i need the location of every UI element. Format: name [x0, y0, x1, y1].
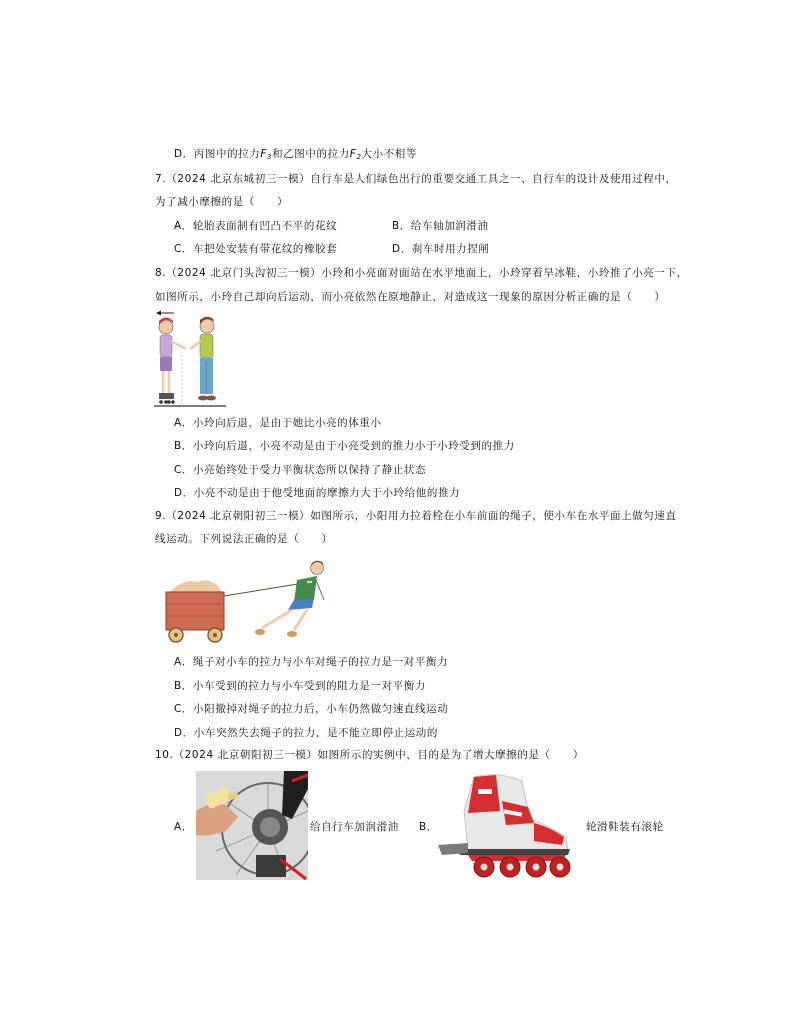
- q9-stem-line2: 线运动。下列说法正确的是（ ）: [155, 533, 333, 545]
- q6-option-d-suffix: 大小不相等: [361, 148, 417, 160]
- q6-force-f3: $F_3$: [260, 148, 273, 161]
- q10-stem-line1: 10.（2024 北京朝阳初三一模）如图所示的实例中，目的是为了增大摩擦的是（ ）: [155, 749, 584, 761]
- q10-option-a-label: A．: [174, 821, 193, 833]
- q7-stem-line1: 7.（2024 北京东城初三一模）自行车是人们绿色出行的重要交通工具之一、自行车的设计及使用过程中，: [155, 173, 677, 185]
- q6-force-f2: $F_2$: [349, 148, 362, 161]
- q9-option-d: D．小车突然失去绳子的拉力，是不能立即停止运动的: [174, 727, 438, 739]
- q9-figure-cart-pulling: [162, 556, 334, 648]
- q7-option-c: C．车把处安装有带花纹的橡胶套: [174, 243, 338, 255]
- q6-option-d-prefix: D．丙图中的拉力: [174, 148, 261, 160]
- q6-option-d-mid: 和乙图中的拉力: [272, 148, 350, 160]
- q10-option-b-text: 轮滑鞋装有滚轮: [586, 821, 664, 833]
- q9-option-c: C．小阳撤掉对绳子的拉力后，小车仍然做匀速直线运动: [174, 703, 449, 715]
- q10-option-a-text: 给自行车加润滑油: [310, 821, 399, 833]
- q8-option-c: C．小亮始终处于受力平衡状态所以保持了静止状态: [174, 464, 427, 476]
- q7-option-b: B．给车轴加润滑油: [392, 220, 489, 232]
- q8-stem-line1: 8.（2024 北京门头沟初三一模）小玲和小亮面对面站在水平地面上，小玲穿着旱冰鞋，小玲推了小亮一下，: [155, 267, 688, 279]
- q10-option-b-inline-skate-photo: [438, 771, 584, 879]
- q8-figure-push-illustration: [152, 309, 232, 411]
- q6-option-d: [174, 147, 417, 164]
- q8-option-b: B．小玲向后退，小亮不动是由于小亮受到的推力小于小玲受到的推力: [174, 440, 515, 452]
- q9-option-a: A．绳子对小车的拉力与小车对绳子的拉力是一对平衡力: [174, 656, 449, 668]
- q10-option-a-bicycle-lube-photo: [196, 771, 308, 880]
- q7-option-d: D．刹车时用力捏闸: [392, 243, 490, 255]
- q9-stem-line1: 9.（2024 北京朝阳初三一模）如图所示，小阳用力拉着栓在小车前面的绳子，使小车在水平面上做匀速直: [155, 510, 677, 522]
- q8-option-a: A．小玲向后退，是由于她比小亮的体重小: [174, 417, 382, 429]
- q8-stem-line2: 如图所示，小玲自己却向后运动，而小亮依然在原地静止，对造成这一现象的原因分析正确的是（ ）: [155, 291, 666, 303]
- q8-option-d: D．小亮不动是由于他受地面的摩擦力大于小玲给他的推力: [174, 487, 461, 499]
- q9-option-b: B．小车受到的拉力与小车受到的阻力是一对平衡力: [174, 680, 427, 692]
- q7-stem-line2: 为了减小摩擦的是（ ）: [155, 196, 289, 208]
- q10-option-b-label: B．: [419, 821, 438, 833]
- q7-option-a: A．轮胎表面制有凹凸不平的花纹: [174, 220, 338, 232]
